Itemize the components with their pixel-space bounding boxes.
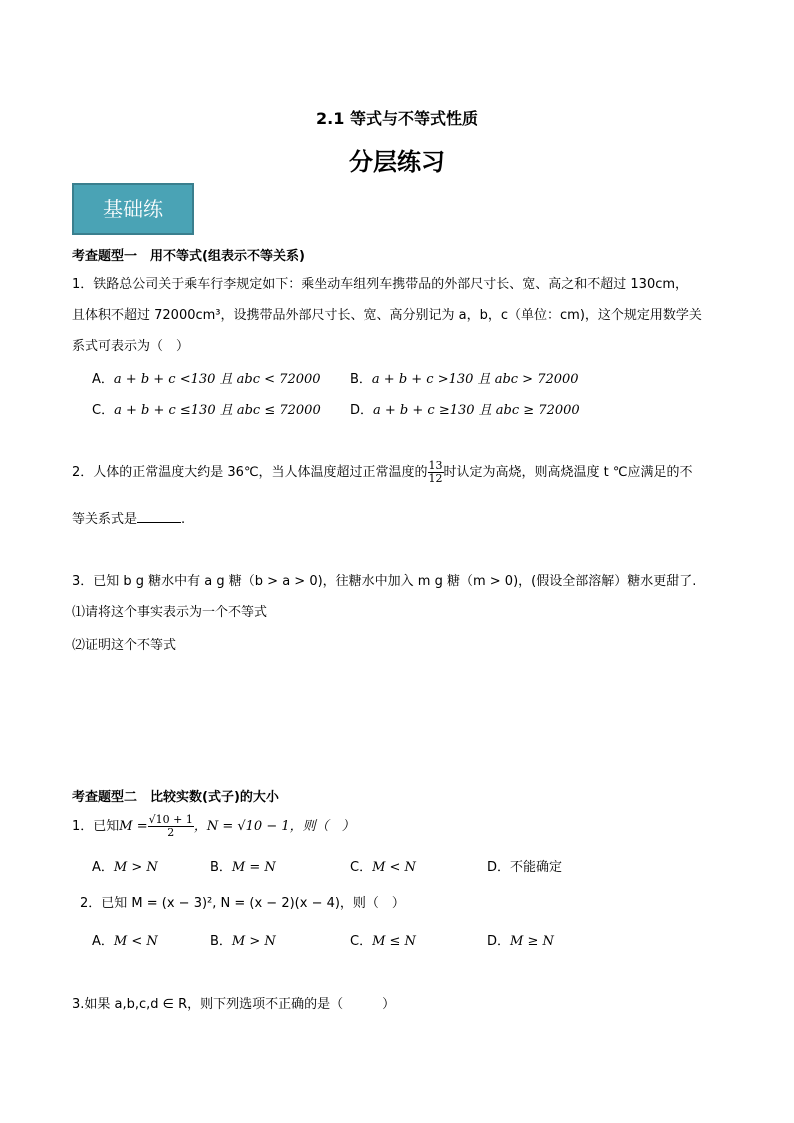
q2-line2-text: 等关系式是 (72, 512, 138, 527)
s2-q1-option-c (350, 856, 416, 875)
q1-m-lhs: M = (119, 819, 148, 834)
s2-q2-stem: 2．已知 M = (x − 3)², N = (x − 2)(x − 4)，则（ ） (80, 896, 405, 911)
option-expr: a + b + c <130 且 abc < 72000 (113, 372, 321, 387)
s2-q1-option-a (92, 856, 158, 875)
s1-q3-sub1: ⑴请将这个事实表示为一个不等式 (72, 605, 268, 620)
section2-heading: 考查题型二 比较实数(式子)的大小 (72, 790, 279, 805)
option-expr: a + b + c ≤130 且 abc ≤ 72000 (114, 403, 321, 418)
option-label: A． (92, 860, 114, 875)
document-title: 2.1 等式与不等式性质 (316, 109, 478, 128)
option-expr: M = N (231, 860, 276, 875)
option-label: C． (92, 403, 115, 418)
option-label: C． (350, 860, 373, 875)
option-label: A． (92, 372, 114, 387)
option-label: C． (350, 934, 373, 949)
option-label: D． (487, 860, 511, 875)
fraction-numerator: 13 (428, 459, 443, 472)
option-expr: M ≥ N (510, 934, 554, 949)
s1-q1-line3: 系式可表示为（ ） (72, 339, 190, 354)
s1-q1-option-b (350, 368, 579, 387)
s1-q2-line1 (72, 460, 693, 485)
q2-text-part2: 时认定为高烧，则高烧温度 t ℃应满足的不 (443, 465, 693, 480)
s2-q3-stem: 3.如果 a,b,c,d ∈ R，则下列选项不正确的是（ ） (72, 997, 396, 1012)
s1-q1-line2: 且体积不超过 72000cm³，设携带品外部尺寸长、宽、高分别记为 a，b，c（单位：cm)，这个规定用数学关 (72, 308, 702, 323)
option-label: B． (350, 372, 372, 387)
option-expr: 不能确定 (510, 860, 563, 875)
option-expr: a + b + c ≥130 且 abc ≥ 72000 (373, 403, 580, 418)
s2-q2-option-c (350, 930, 416, 949)
s1-q1-option-a (92, 368, 321, 387)
s1-q2-line2 (72, 508, 185, 527)
section1-heading: 考查题型一 用不等式(组表示不等关系) (72, 249, 305, 264)
s1-q1-option-d (350, 399, 580, 418)
s2-q1-option-b (210, 856, 276, 875)
s1-q1-option-c (92, 399, 321, 418)
s1-q3-sub2: ⑵证明这个不等式 (72, 638, 177, 653)
q1-prefix: 1．已知 (72, 819, 120, 834)
option-label: D． (350, 403, 374, 418)
s1-q3-line1: 3．已知 b g 糖水中有 a g 糖（b > a > 0)，往糖水中加入 m g 糖（m > 0)，(假设全部溶解）糖水更甜了. (72, 574, 697, 589)
s2-q1-option-d (487, 856, 562, 875)
option-label: A． (92, 934, 114, 949)
q2-line2-end: . (181, 512, 186, 527)
answer-blank[interactable] (137, 512, 181, 523)
option-label: D． (487, 934, 511, 949)
s2-q2-option-a (92, 930, 158, 949)
s2-q1-stem (72, 812, 355, 842)
document-subtitle: 分层练习 (349, 148, 445, 176)
option-expr: M > N (231, 934, 276, 949)
option-label: B． (210, 934, 232, 949)
fraction-denominator: 12 (428, 472, 443, 485)
option-label: B． (210, 860, 232, 875)
s2-q2-option-b (210, 930, 276, 949)
option-expr: a + b + c >130 且 abc > 72000 (371, 372, 579, 387)
option-expr: M < N (372, 860, 416, 875)
option-expr: M < N (113, 934, 158, 949)
s1-q1-line1: 1．铁路总公司关于乘车行李规定如下：乘坐动车组列车携带品的外部尺寸长、宽、高之和不超过 130cm， (72, 277, 689, 292)
s2-q2-option-d (487, 930, 554, 949)
option-expr: M ≤ N (372, 934, 416, 949)
fraction (148, 814, 194, 839)
fraction (428, 460, 444, 485)
q2-text-part1: 2．人体的正常温度大约是 36℃，当人体温度超过正常温度的 (72, 465, 428, 480)
fraction-denominator: 2 (167, 826, 175, 839)
q1-rest: ，N = √10 − 1，则（ ） (193, 819, 355, 834)
option-expr: M > N (113, 860, 158, 875)
fraction-numerator: √10 + 1 (148, 813, 193, 826)
level-badge: 基础练 (72, 183, 194, 235)
